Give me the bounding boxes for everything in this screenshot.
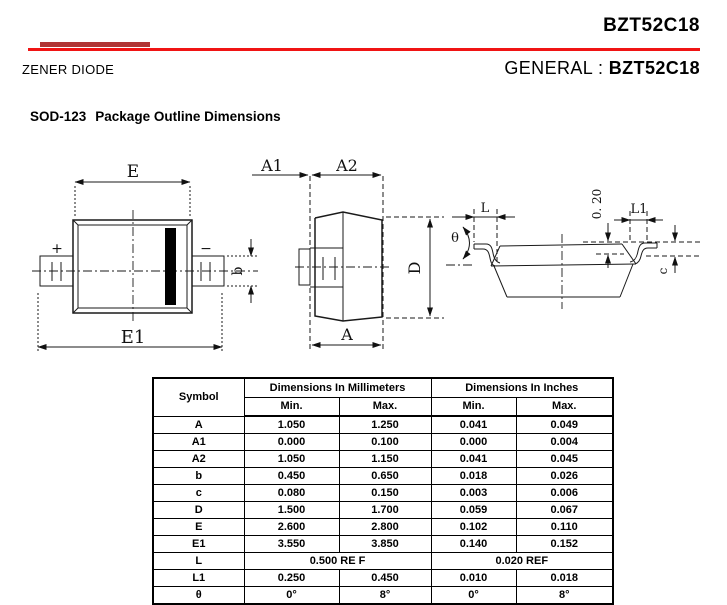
general-label: GENERAL	[504, 58, 593, 78]
dim-label-standoff: 0. 20	[590, 188, 604, 220]
ref-value-mm: 0.500 RE F	[244, 553, 431, 570]
table-row	[153, 553, 613, 570]
dim-label-b: b	[230, 266, 246, 276]
col-header-mm: Dimensions In Millimeters	[244, 378, 431, 398]
table-row: E 2.600 2.800 0.102 0.110	[153, 519, 613, 536]
dim-label-E: E	[126, 162, 140, 182]
page-title: BZT52C18	[603, 15, 700, 36]
symbol-cell: L1	[153, 570, 244, 587]
dimensions-table	[152, 377, 614, 605]
cathode-band	[165, 228, 176, 305]
table-row: b 0.450 0.650 0.018 0.026	[153, 468, 613, 485]
section-heading	[30, 109, 281, 124]
dim-label-theta: θ	[451, 231, 459, 246]
dim-label-A2: A2	[336, 156, 358, 175]
dim-label-L1: L1	[630, 202, 648, 217]
symbol-cell: A1	[153, 434, 244, 451]
device-type-label: ZENER DIODE	[22, 62, 115, 77]
col-header-in-min: Min.	[431, 398, 516, 417]
table-row: E1 3.550 3.850 0.140 0.152	[153, 536, 613, 553]
section-heading-text: Package Outline Dimensions	[95, 109, 281, 124]
symbol-cell: E1	[153, 536, 244, 553]
col-header-mm-min: Min.	[244, 398, 339, 417]
symbol-cell: b	[153, 468, 244, 485]
table-row: A2 1.050 1.150 0.041 0.045	[153, 451, 613, 468]
dim-label-L: L	[480, 201, 490, 216]
dim-label-c: c	[656, 267, 670, 275]
general-heading	[504, 58, 700, 79]
package-name: SOD-123	[30, 109, 87, 124]
symbol-cell: θ	[153, 587, 244, 605]
symbol-cell: D	[153, 502, 244, 519]
cathode-polarity-label: −	[200, 241, 212, 257]
red-divider	[28, 48, 700, 51]
dim-label-A1: A1	[261, 156, 283, 175]
col-header-symbol: Symbol	[153, 378, 244, 416]
symbol-cell: A2	[153, 451, 244, 468]
package-mounted-view	[446, 189, 702, 309]
dim-label-A: A	[341, 325, 353, 344]
symbol-cell: c	[153, 485, 244, 502]
package-outline-drawing	[25, 150, 715, 365]
table-row: D 1.500 1.700 0.059 0.067	[153, 502, 613, 519]
ref-value-inch: 0.020 REF	[431, 553, 613, 570]
table-row: c 0.080 0.150 0.003 0.006	[153, 485, 613, 502]
table-row: A 1.050 1.250 0.041 0.049	[153, 416, 613, 434]
table-row: L1 0.250 0.450 0.010 0.018	[153, 570, 613, 587]
symbol-cell: A	[153, 416, 244, 434]
col-header-in-max: Max.	[516, 398, 613, 417]
table-row: θ 0° 8° 0° 8°	[153, 587, 613, 605]
dim-label-E1: E1	[120, 327, 146, 348]
anode-polarity-label: +	[51, 241, 63, 257]
dim-label-D: D	[405, 261, 424, 275]
general-part-number: BZT52C18	[608, 58, 700, 78]
col-header-inch: Dimensions In Inches	[431, 378, 613, 398]
symbol-cell: E	[153, 519, 244, 536]
table-row: A1 0.000 0.100 0.000 0.004	[153, 434, 613, 451]
package-top-view	[32, 162, 259, 352]
col-header-mm-max: Max.	[339, 398, 431, 417]
symbol-cell: L	[153, 553, 244, 570]
general-separator: :	[597, 58, 604, 78]
package-side-view	[252, 156, 444, 352]
red-bar-fragment	[40, 42, 150, 47]
